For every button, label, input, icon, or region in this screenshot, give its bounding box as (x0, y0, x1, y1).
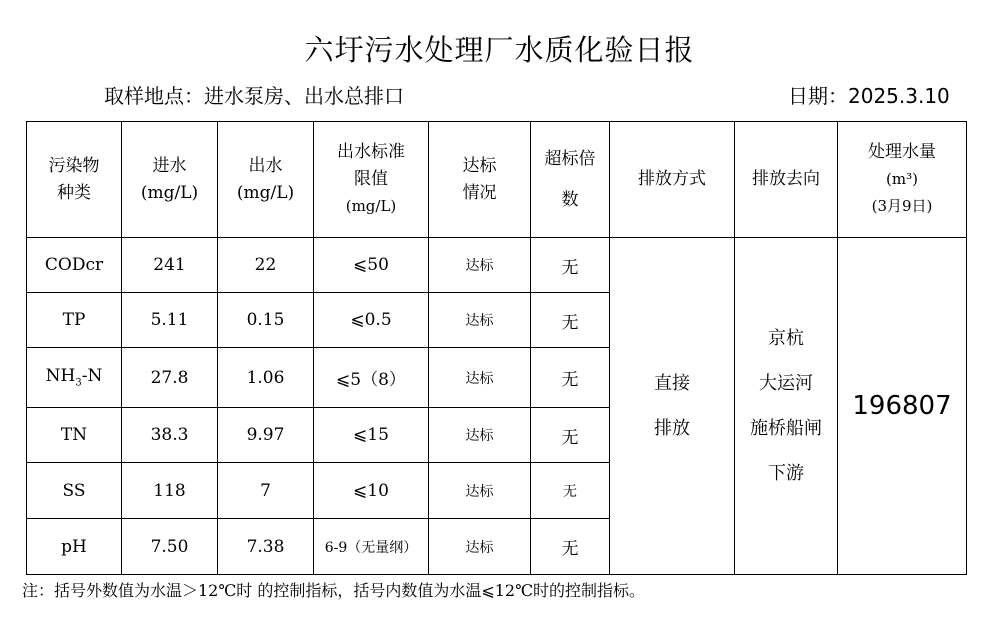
header-row (27, 122, 967, 238)
cell-exceed: 无 (531, 463, 610, 519)
footnote: 注：括号外数值为水温＞12℃时 的控制指标，括号内数值为水温⩽12℃时的控制指标。 (22, 581, 646, 600)
cell-limit: ⩽10 (314, 463, 429, 519)
cell-discharge-direction (735, 238, 838, 575)
cell-status: 达标 (429, 408, 531, 463)
header-inflow (122, 122, 218, 238)
header-status (429, 122, 531, 238)
header-exceed (531, 122, 610, 238)
cell-limit: ⩽15 (314, 408, 429, 463)
header-exceed-line2: 数 (561, 189, 579, 210)
header-outflow-line2: (mg/L) (236, 182, 295, 203)
header-exceed-line1: 超标倍 (544, 148, 596, 169)
cell-pollutant (27, 348, 122, 408)
cell-inflow: 7.50 (122, 519, 218, 575)
header-limit (314, 122, 429, 238)
cell-inflow: 5.11 (122, 293, 218, 348)
discharge-direction-line1: 京杭 (768, 328, 804, 349)
header-pollutant (27, 122, 122, 238)
discharge-method-line1: 直接 (654, 373, 690, 394)
cell-pollutant: CODcr (27, 238, 122, 293)
cell-pollutant: SS (27, 463, 122, 519)
cell-limit: ⩽5（8） (314, 348, 429, 408)
cell-pollutant: pH (27, 519, 122, 575)
cell-status: 达标 (429, 463, 531, 519)
cell-outflow: 7 (218, 463, 314, 519)
pollutant-subscript: 3 (75, 377, 82, 389)
pollutant-tail: -N (81, 366, 103, 387)
water-quality-table (26, 121, 967, 575)
cell-limit: 6-9（无量纲） (314, 519, 429, 575)
cell-inflow: 241 (122, 238, 218, 293)
cell-outflow: 0.15 (218, 293, 314, 348)
cell-exceed: 无 (531, 238, 610, 293)
cell-status: 达标 (429, 293, 531, 348)
cell-outflow: 7.38 (218, 519, 314, 575)
header-outflow (218, 122, 314, 238)
cell-exceed: 无 (531, 348, 610, 408)
cell-limit: ⩽0.5 (314, 293, 429, 348)
discharge-direction-line2: 大运河 (759, 373, 813, 394)
header-volume-line1: 处理水量 (868, 142, 936, 162)
header-volume (838, 122, 967, 238)
header-volume-line2: (m³) (886, 170, 918, 188)
cell-pollutant: TP (27, 293, 122, 348)
header-inflow-line2: (mg/L) (140, 182, 199, 203)
cell-inflow: 38.3 (122, 408, 218, 463)
discharge-direction-line4: 下游 (768, 463, 804, 484)
cell-inflow: 27.8 (122, 348, 218, 408)
discharge-method-line2: 排放 (654, 418, 690, 439)
cell-pollutant: TN (27, 408, 122, 463)
page-title: 六圩污水处理厂水质化验日报 (304, 33, 695, 67)
discharge-direction-line3: 施桥船闸 (750, 418, 822, 439)
cell-outflow: 9.97 (218, 408, 314, 463)
cell-discharge-method (610, 238, 735, 575)
cell-limit: ⩽50 (314, 238, 429, 293)
cell-status: 达标 (429, 348, 531, 408)
header-limit-line2: 限值 (354, 169, 388, 189)
pollutant-main: NH (45, 366, 76, 387)
cell-exceed: 无 (531, 519, 610, 575)
header-pollutant-line2: 种类 (57, 182, 91, 203)
header-limit-line3: (mg/L) (345, 197, 397, 215)
cell-exceed: 无 (531, 293, 610, 348)
cell-status: 达标 (429, 238, 531, 293)
report-date: 日期：2025.3.10 (788, 84, 950, 108)
cell-volume: 196807 (838, 238, 967, 575)
header-volume-line3: (3月9日) (871, 197, 933, 215)
cell-inflow: 118 (122, 463, 218, 519)
cell-outflow: 1.06 (218, 348, 314, 408)
header-inflow-line1: 进水 (152, 155, 187, 176)
cell-outflow: 22 (218, 238, 314, 293)
header-outflow-line1: 出水 (248, 155, 283, 176)
header-status-line2: 情况 (462, 182, 497, 203)
table-row (27, 238, 967, 293)
cell-exceed: 无 (531, 408, 610, 463)
header-limit-line1: 出水标准 (337, 142, 405, 162)
header-discharge-method: 排放方式 (610, 122, 735, 238)
sampling-location: 取样地点：进水泵房、出水总排口 (104, 84, 404, 108)
header-pollutant-line1: 污染物 (48, 155, 100, 176)
header-discharge-direction: 排放去向 (735, 122, 838, 238)
header-status-line1: 达标 (462, 155, 497, 176)
cell-status: 达标 (429, 519, 531, 575)
